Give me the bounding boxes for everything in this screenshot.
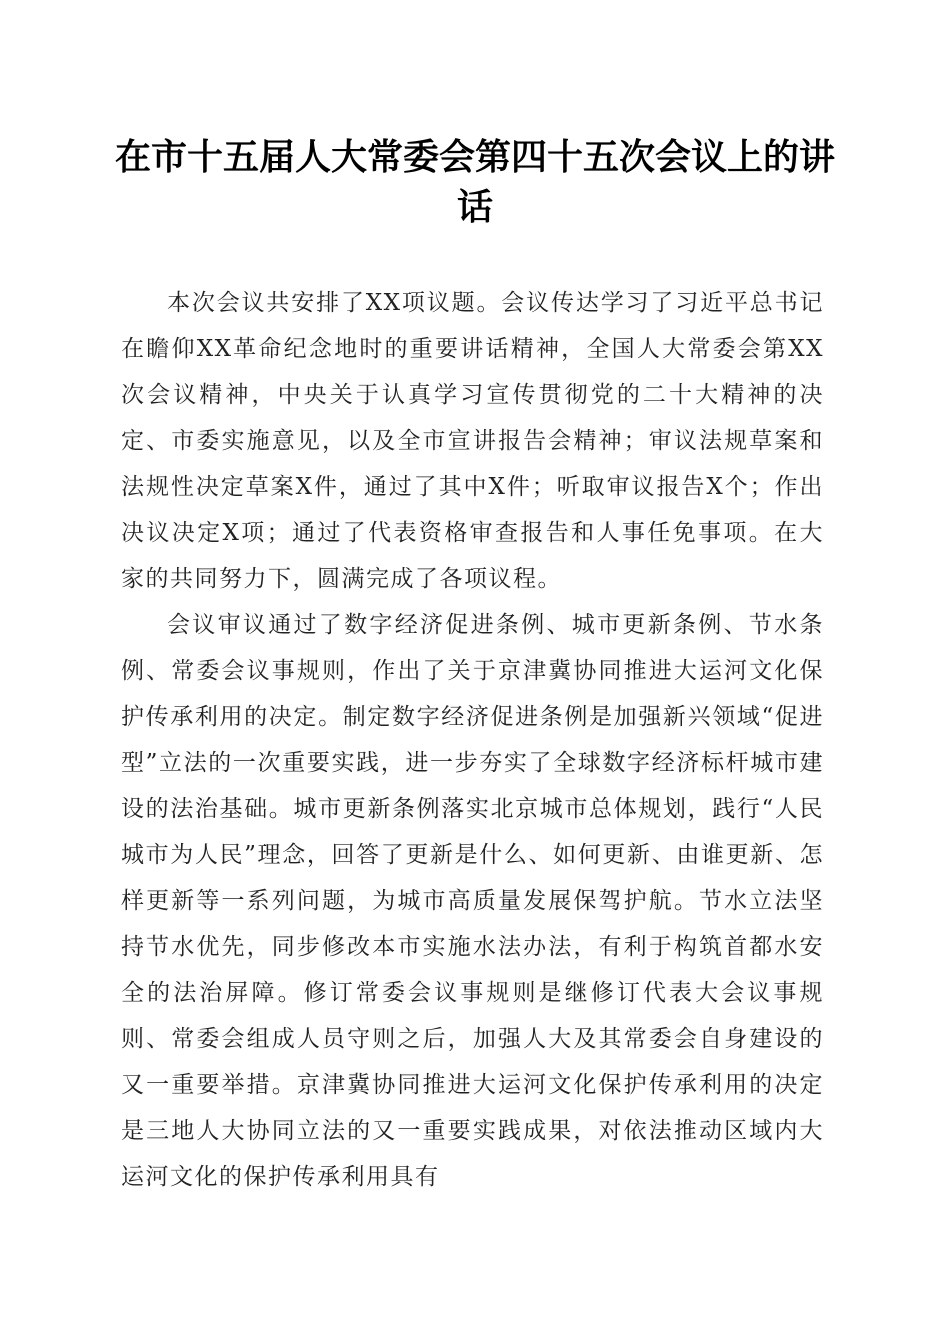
document-title: 在市十五届人大常委会第四十五次会议上的讲话 (114, 136, 835, 228)
paragraph: 会议审议通过了数字经济促进条例、城市更新条例、节水条例、常委会议事规则，作出了关于京津冀协同推进大运河文化保护传承利用的决定。制定数字经济促进条例是加强新兴领域“促进型”立法的一次重要实践，进一步夯实了全球数字经济标杆城市建设的法治基础。城市更新条例落实北京城市总体规划，践行“人民城市为人民”理念，回答了更新是什么、如何更新、由谁更新、怎样更新等一系列问题，为城市高质量发展保驾护航。节水立法坚持节水优先，同步修改本市实施水法办法，有利于构筑首都水安全的法治屏障。修订常委会议事规则是继修订代表大会议事规则、常委会组成人员守则之后，加强人大及其常委会自身建设的又一重要举措。京津冀协同推进大运河文化保护传承利用的决定是三地人大协同立法的又一重要实践成果，对依法推动区域内大运河文化的保护传承利用具有 (121, 612, 824, 1190)
paragraph: 本次会议共安排了XX项议题。会议传达学习了习近平总书记在瞻仰XX革命纪念地时的重要讲话精神，全国人大常委会第XX次会议精神，中央关于认真学习宣传贯彻党的二十大精神的决定、市委实施意见，以及全市宣讲报告会精神；审议法规草案和法规性决定草案X件，通过了其中X件；听取审议报告X个；作出决议决定X项；通过了代表资格审查报告和人事任免事项。在大家的共同努力下，圆满完成了各项议程。 (121, 290, 824, 592)
document-body (121, 280, 824, 1200)
